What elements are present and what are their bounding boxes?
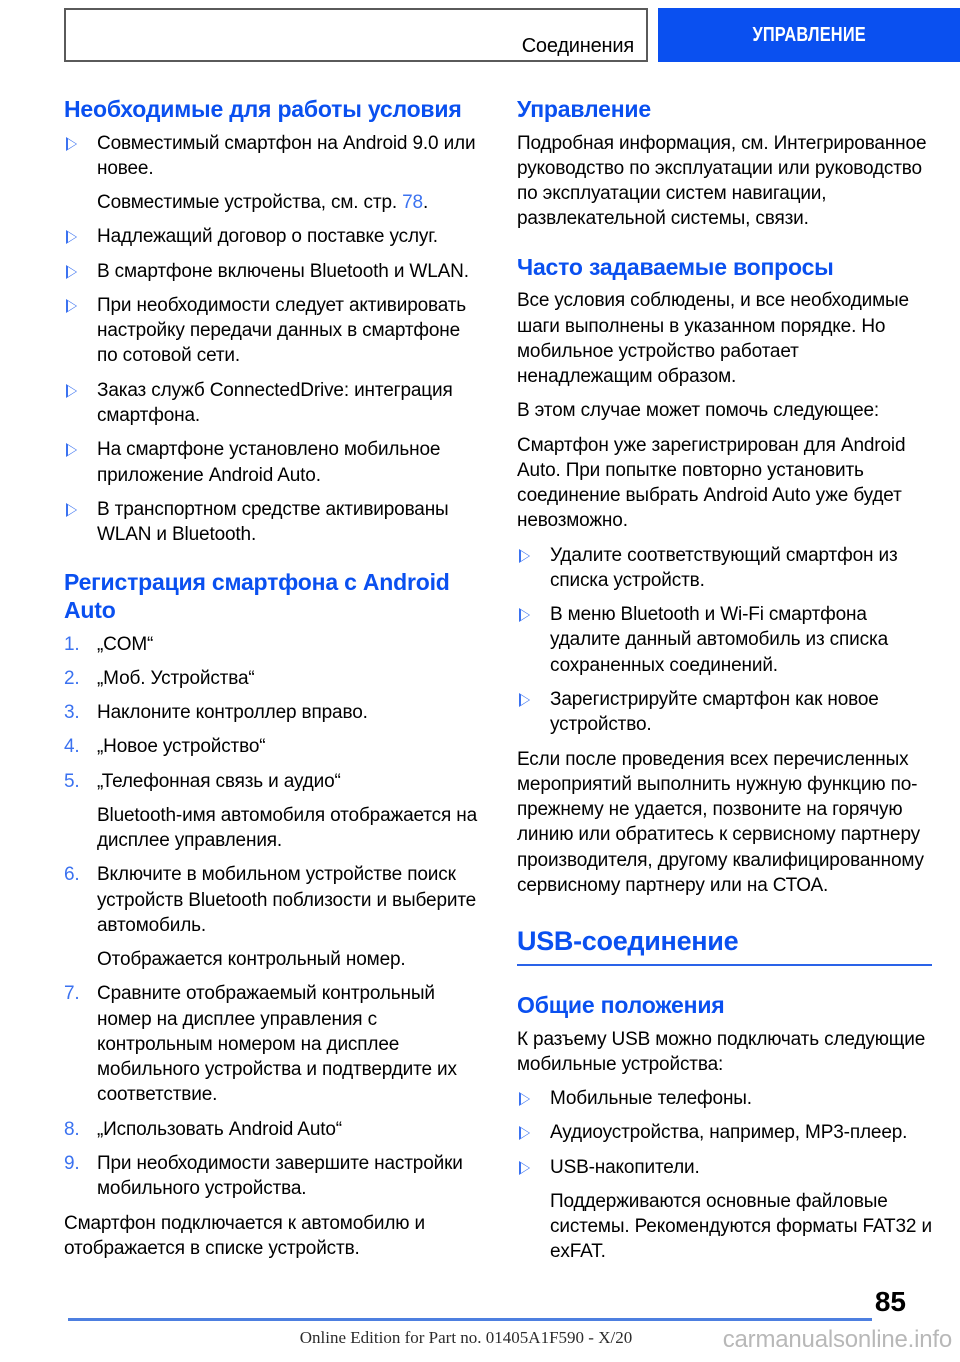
triangle-bullet-icon xyxy=(66,265,77,279)
left-column xyxy=(64,96,479,1274)
registration-steps-list xyxy=(64,632,479,1202)
list-item xyxy=(64,378,479,429)
list-item xyxy=(64,293,479,369)
step-number: 9. xyxy=(64,1153,80,1175)
list-item xyxy=(517,1086,932,1111)
list-item xyxy=(517,1120,932,1145)
step-label: Включите в мобильном устройстве поиск устройств Bluetooth поблизости и выберите автомобиль. xyxy=(97,864,477,936)
page-header xyxy=(64,8,960,62)
triangle-bullet-icon xyxy=(66,443,77,457)
note-prefix: Совместимые устройства, см. стр. xyxy=(97,192,403,214)
usb-heading-rule xyxy=(517,964,932,966)
list-item xyxy=(64,259,479,284)
triangle-bullet-icon xyxy=(519,1161,530,1175)
list-item xyxy=(517,1155,932,1265)
list-item-label: Заказ служб ConnectedDrive: интеграция смартфона. xyxy=(97,379,453,426)
step-note: Bluetooth-имя автомобиля отображается на дисплее управления. xyxy=(97,804,477,852)
list-item xyxy=(64,666,479,691)
faq-bullet-list xyxy=(517,543,932,738)
step-label: „Использовать Android Auto“ xyxy=(97,1118,342,1140)
heading-required-conditions: Необходимые для работы условия xyxy=(64,96,462,122)
step-number: 2. xyxy=(64,667,80,689)
step-label: Наклоните контроллер вправо. xyxy=(97,702,368,724)
step-label: При необходимости завершите настройки мобильного устройства. xyxy=(97,1153,463,1200)
list-item-label: Аудиоустройства, например, MP3-плеер. xyxy=(550,1122,908,1144)
list-item xyxy=(64,1151,479,1202)
page-reference-link[interactable]: 78 xyxy=(402,192,423,214)
list-item-label: Удалите соответствующий смартфон из списка устройств. xyxy=(550,544,898,591)
watermark-label: carmanualsonline.info xyxy=(722,1326,952,1353)
faq-paragraph-3: Смартфон уже зарегистрирован для Android Auto. При попытке повторно установить соединение выбрать Android Auto уже будет невозможно. xyxy=(517,434,906,532)
list-item-label: Совместимый смартфон на Android 9.0 или новее. xyxy=(97,132,476,179)
faq-paragraph-4: Если после проведения всех перечисленных мероприятий выполнить нужную функцию по-прежнему не удается, позвоните на горячую линию или обратитесь к сервисному партнеру производителя, другому квалифицированному сервисному партнеру или на СТОА. xyxy=(517,748,924,896)
usb-device-list xyxy=(517,1086,932,1265)
step-number: 8. xyxy=(64,1118,80,1140)
faq-paragraph-1: Все условия соблюдены, и все необходимые шаги выполнены в указанном порядке. Но мобильное устройство работает ненадлежащим образом. xyxy=(517,290,909,388)
list-item-label: Мобильные телефоны. xyxy=(550,1088,752,1110)
header-section-label: УПРАВЛЕНИЕ xyxy=(752,23,866,46)
triangle-bullet-icon xyxy=(66,137,77,151)
triangle-bullet-icon xyxy=(519,608,530,622)
list-item-label: Надлежащий договор о поставке услуг. xyxy=(97,226,438,248)
list-item-note: Поддерживаются основные файловые системы. Рекомендуются форматы FAT32 и exFAT. xyxy=(550,1190,932,1263)
step-label: Сравните отображаемый контрольный номер на дисплее управления с контрольным номером на дисплее мобильного устройства и подтвердите их соответствие. xyxy=(97,983,457,1106)
heading-upravlenie: Управление xyxy=(517,96,651,122)
list-item xyxy=(64,862,479,972)
step-number: 7. xyxy=(64,983,80,1005)
step-label: „Моб. Устройства“ xyxy=(97,667,255,689)
triangle-bullet-icon xyxy=(66,299,77,313)
list-item-label: Зарегистрируйте смартфон как новое устройство. xyxy=(550,688,879,736)
step-number: 6. xyxy=(64,864,80,886)
triangle-bullet-icon xyxy=(66,230,77,244)
footer-edition-line: Online Edition for Part no. 01405A1F590 - X/20 xyxy=(299,1328,633,1347)
list-item xyxy=(517,543,932,594)
list-item-label: USB-накопители. xyxy=(550,1156,700,1178)
triangle-bullet-icon xyxy=(66,503,77,517)
upravlenie-paragraph: Подробная информация, см. Интегрированное руководство по эксплуатации или руководство по эксплуатации систем навигации, развлекательной системы, связи. xyxy=(517,132,927,230)
step-number: 3. xyxy=(64,702,80,724)
usb-intro-paragraph: К разъему USB можно подключать следующие мобильные устройства: xyxy=(517,1028,926,1075)
heading-general-provisions: Общие положения xyxy=(517,991,725,1018)
header-chapter-label: Соединения xyxy=(521,35,634,57)
content-columns xyxy=(64,96,932,1274)
triangle-bullet-icon xyxy=(519,1092,530,1106)
list-item-note xyxy=(97,190,479,215)
list-item xyxy=(64,437,479,488)
note-suffix: . xyxy=(422,192,429,214)
registration-closing-paragraph: Смартфон подключается к автомобилю и отображается в списке устройств. xyxy=(64,1212,425,1259)
page-footer xyxy=(64,1286,960,1362)
list-item xyxy=(64,1117,479,1142)
heading-faq: Часто задаваемые вопросы xyxy=(517,253,834,280)
faq-paragraph-2: В этом случае может помочь следующее: xyxy=(517,400,880,422)
list-item xyxy=(64,131,479,216)
step-label: „Новое устройство“ xyxy=(97,736,266,758)
list-item-label: В транспортном средстве активированы WLAN и Bluetooth. xyxy=(97,498,449,546)
list-item xyxy=(64,981,479,1107)
page-number: 85 xyxy=(874,1286,906,1317)
heading-usb-connection: USB-соединение xyxy=(517,926,739,957)
triangle-bullet-icon xyxy=(519,549,530,563)
list-item-label: На смартфоне установлено мобильное приложение Android Auto. xyxy=(97,439,441,486)
list-item xyxy=(64,224,479,249)
triangle-bullet-icon xyxy=(519,1126,530,1140)
right-column xyxy=(517,96,932,1274)
list-item xyxy=(64,700,479,725)
step-note: Отображается контрольный номер. xyxy=(97,949,406,971)
required-conditions-list xyxy=(64,131,479,548)
header-chapter-box xyxy=(64,8,648,62)
list-item xyxy=(64,632,479,657)
list-item-label: В меню Bluetooth и Wi-Fi смартфона удалите данный автомобиль из списка сохраненных соединений. xyxy=(550,604,888,676)
triangle-bullet-icon xyxy=(66,384,77,398)
triangle-bullet-icon xyxy=(519,693,530,707)
step-label: „COM“ xyxy=(97,633,154,655)
step-number: 4. xyxy=(64,736,80,758)
list-item xyxy=(64,734,479,759)
list-item xyxy=(517,687,932,738)
footer-rule xyxy=(68,1318,872,1321)
list-item xyxy=(64,497,479,548)
list-item-label: В смартфоне включены Bluetooth и WLAN. xyxy=(97,260,469,282)
step-number: 1. xyxy=(64,633,80,655)
list-item xyxy=(64,769,479,854)
step-label: „Телефонная связь и аудио“ xyxy=(97,770,341,792)
header-section-tab[interactable] xyxy=(658,8,960,62)
list-item-label: При необходимости следует активировать настройку передачи данных в смартфоне по сотовой сети. xyxy=(97,294,467,367)
step-number: 5. xyxy=(64,770,80,792)
heading-registration: Регистрация смартфона с Android Auto xyxy=(64,569,450,623)
list-item xyxy=(517,602,932,678)
